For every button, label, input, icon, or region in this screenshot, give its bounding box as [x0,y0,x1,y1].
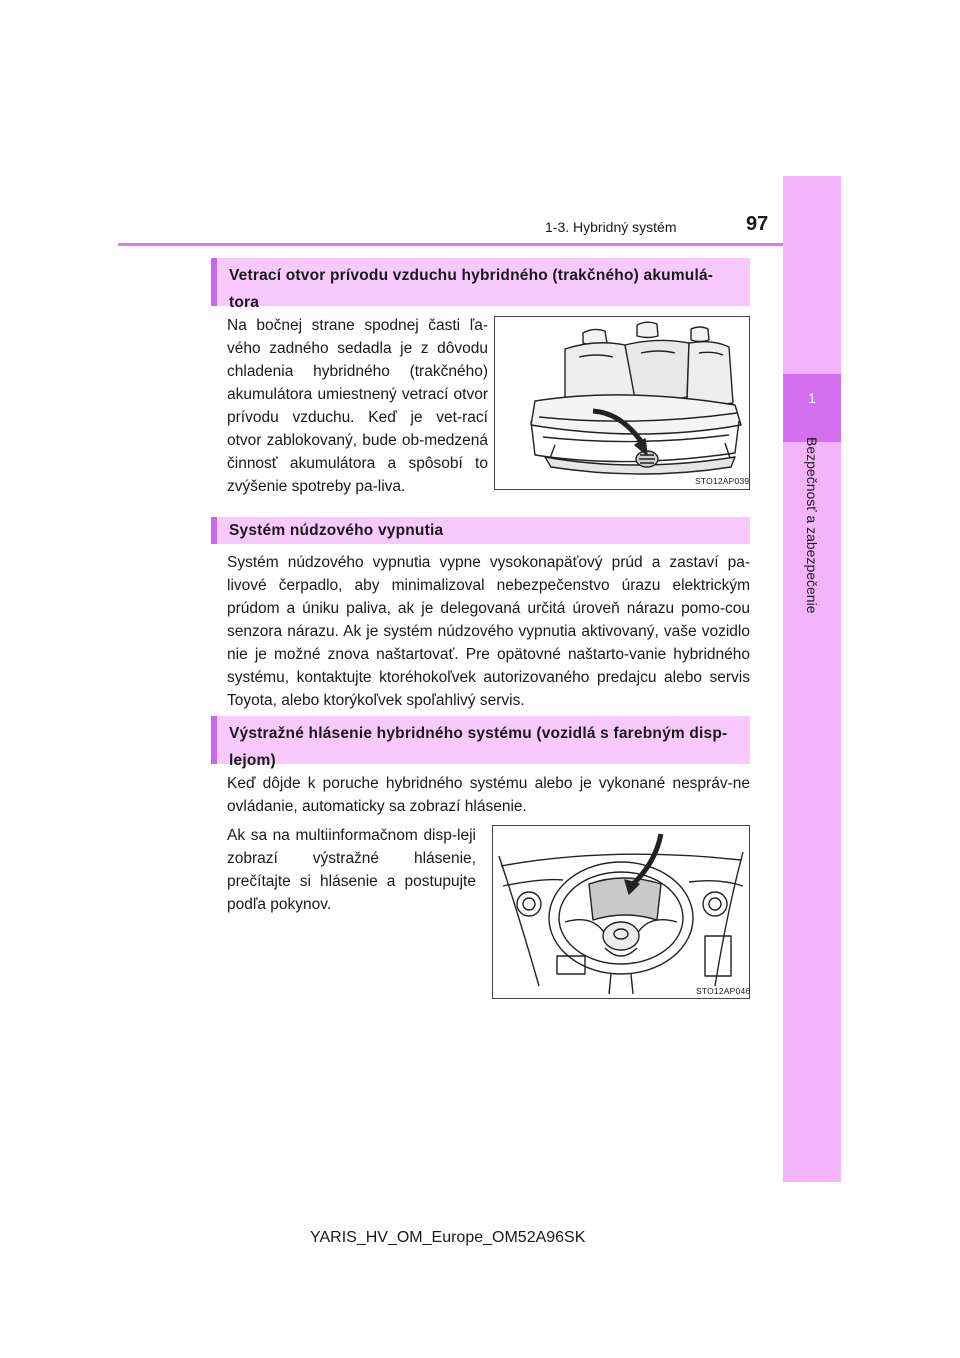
chapter-title: Bezpečnosť a zabezpečenie [804,437,820,614]
figure-code: STO12AP039 [695,476,750,486]
figure-code: STO12AP046 [696,986,751,996]
figure-dashboard-display [492,825,750,999]
paragraph-warning-message: Keď dôjde k poruche hybridného systému alebo je vykonané nespráv-ne ovládanie, automaticky sa zobrazí hlásenie. [227,775,750,815]
section-heading-warning-message: Výstražné hlásenie hybridného systému (vozidlá s farebným disp-lejom) [211,716,750,764]
chapter-tab-top [783,176,841,374]
figure-rear-seat-vent [494,316,750,490]
section-heading-air-vent: Vetrací otvor prívodu vzduchu hybridného (trakčného) akumulá-tora [211,258,750,306]
running-header-title: 1-3. Hybridný systém [545,219,677,235]
rear-seat-illustration [495,317,749,489]
document-id-footer: YARIS_HV_OM_Europe_OM52A96SK [310,1229,586,1246]
chapter-number: 1 [808,390,816,406]
dashboard-illustration [493,826,749,998]
page-number: 97 [746,213,769,235]
section-heading-emergency-shutoff: Systém núdzového vypnutia [211,517,750,544]
paragraph-air-vent: Na bočnej strane spodnej časti ľa-vého zadného sedadla je z dôvodu chladenia hybridného (trakčného) akumulátora umiestnený vetrací otvor prívodu vzduchu. Keď je vet-rací otvor zablokovaný, bude ob-medzená činnosť akumulátora a spôsobí to zvýšenie spotreby pa-liva. [227,317,488,495]
header-rule [118,243,783,246]
chapter-tab-marker [783,374,841,442]
paragraph-emergency-shutoff: Systém núdzového vypnutia vypne vysokonapäťový prúd a zastaví pa-livové čerpadlo, aby minimalizoval nebezpečenstvo úrazu elektrickým prúdom a úniku paliva, ak je delegovaná určitá úroveň nárazu pomo-cou senzora nárazu. Ak je systém núdzového vypnutia aktivovaný, vaše vozidlo nie je možné znova naštartovať. Pre opätovné naštarto-vanie hybridného systému, kontaktujte ktoréhokoľvek autorizovaného predajcu alebo servis Toyota, alebo ktorýkoľvek spoľahlivý servis. [227,554,750,709]
paragraph-warning-instructions: Ak sa na multiinformačnom disp-leji zobrazí výstražné hlásenie, prečítajte si hlásenie a postupujte podľa pokynov. [227,827,476,913]
